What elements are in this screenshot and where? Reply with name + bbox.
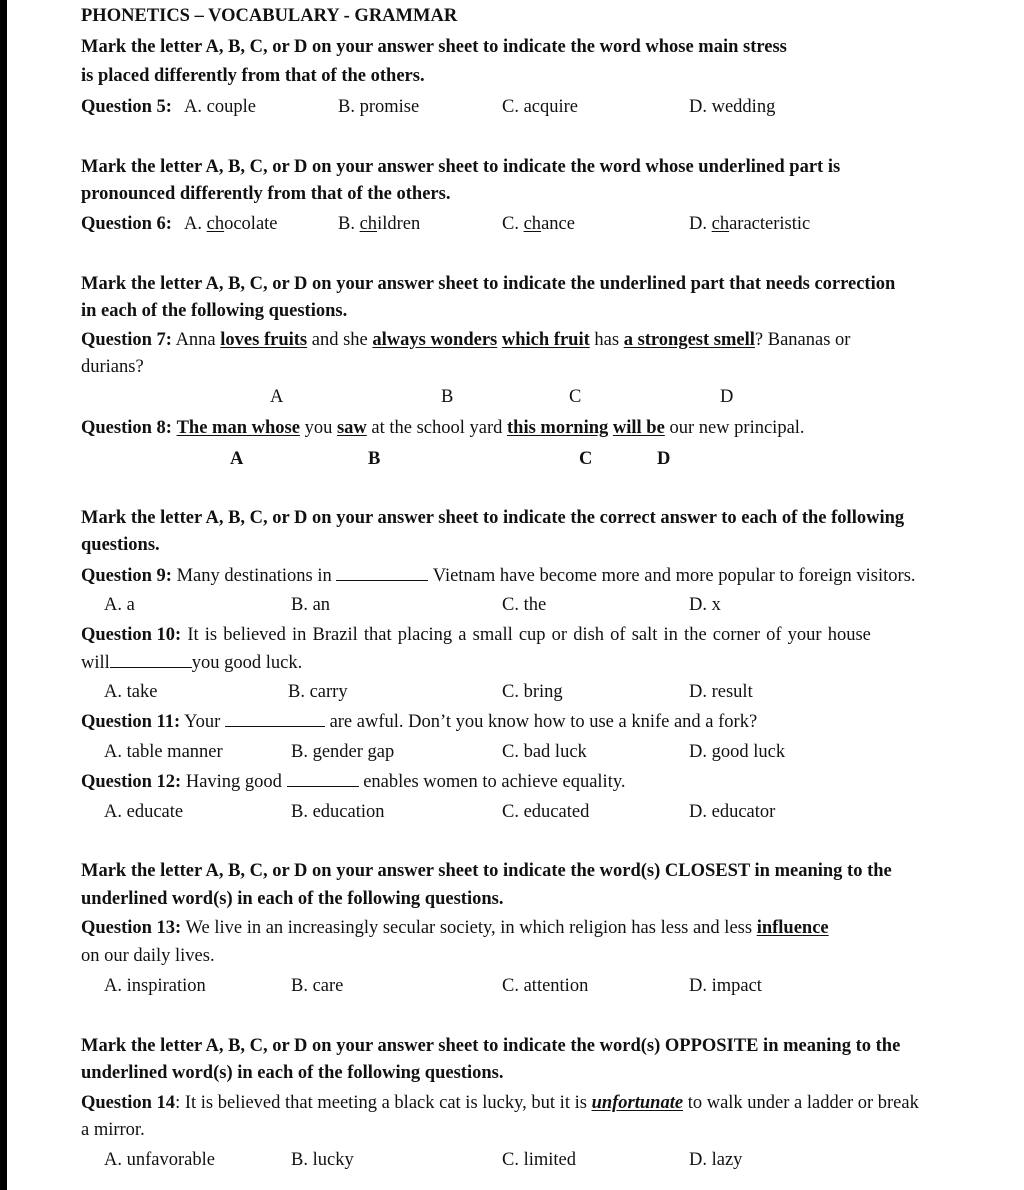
q10-blank bbox=[110, 651, 192, 668]
q8-marker-b: B bbox=[368, 449, 381, 469]
q7-part-a[interactable]: loves fruits bbox=[220, 330, 308, 350]
q8-marker-a: A bbox=[230, 449, 244, 469]
q7-text: and she bbox=[307, 330, 373, 350]
q10-option-d[interactable]: D. result bbox=[689, 682, 753, 702]
q8-part-d[interactable]: will be bbox=[612, 418, 665, 438]
q8-marker-d: D bbox=[657, 449, 671, 469]
q8-text: at the school yard bbox=[366, 418, 508, 438]
q11-option-a[interactable]: A. table manner bbox=[104, 742, 223, 762]
q6-a-letter: A. bbox=[184, 214, 207, 234]
q14-text: to walk under a ladder or break bbox=[683, 1093, 919, 1113]
question-12-label: Question 12: bbox=[81, 772, 182, 792]
section-closest-instruction-line1: Mark the letter A, B, C, or D on your answer sheet to indicate the word(s) CLOSEST in meaning to the bbox=[81, 861, 892, 881]
q14-target-word: unfortunate bbox=[591, 1093, 684, 1113]
section-opposite-instruction-line1: Mark the letter A, B, C, or D on your answer sheet to indicate the word(s) OPPOSITE in meaning to the bbox=[81, 1036, 901, 1056]
q5-option-c[interactable]: C. acquire bbox=[502, 97, 579, 117]
q14-option-a[interactable]: A. unfavorable bbox=[104, 1150, 215, 1170]
page-heading: PHONETICS – VOCABULARY - GRAMMAR bbox=[81, 6, 458, 26]
q8-part-a[interactable]: The man whose bbox=[176, 418, 300, 438]
q6-option-d[interactable] bbox=[689, 213, 810, 235]
question-13-label: Question 13: bbox=[81, 918, 182, 938]
q11-text: are awful. Don’t you know how to use a knife and a fork? bbox=[324, 712, 758, 732]
question-10-line2 bbox=[81, 651, 302, 674]
question-7-line2: durians? bbox=[81, 357, 144, 377]
question-12 bbox=[81, 770, 626, 793]
question-11-label: Question 11: bbox=[81, 712, 181, 732]
q7-marker-d: D bbox=[720, 387, 734, 407]
q14-option-d[interactable]: D. lazy bbox=[689, 1150, 743, 1170]
q11-option-d[interactable]: D. good luck bbox=[689, 742, 786, 762]
question-14-label: Question 14 bbox=[81, 1093, 176, 1113]
q5-option-d[interactable]: D. wedding bbox=[689, 97, 776, 117]
section-pronunciation-instruction-line1: Mark the letter A, B, C, or D on your answer sheet to indicate the word whose underlined part is bbox=[81, 157, 841, 177]
q6-a-underlined: ch bbox=[206, 214, 225, 234]
q11-option-b[interactable]: B. gender gap bbox=[291, 742, 395, 762]
q9-option-c[interactable]: C. the bbox=[502, 595, 547, 615]
q8-text: you bbox=[299, 418, 337, 438]
q11-option-c[interactable]: C. bad luck bbox=[502, 742, 587, 762]
section-correct-answer-instruction-line2: questions. bbox=[81, 535, 160, 555]
q11-blank bbox=[225, 710, 325, 727]
q7-text: ? Bananas or bbox=[754, 330, 851, 350]
q12-text: enables women to achieve equality. bbox=[358, 772, 626, 792]
q9-blank bbox=[336, 564, 428, 581]
question-8 bbox=[81, 417, 805, 439]
question-9 bbox=[81, 564, 916, 587]
q11-text: Your bbox=[180, 712, 225, 732]
q10-option-b[interactable]: B. carry bbox=[288, 682, 348, 702]
question-14-line2: a mirror. bbox=[81, 1120, 145, 1140]
q6-option-c[interactable] bbox=[502, 213, 575, 235]
q6-d-underlined: ch bbox=[711, 214, 730, 234]
q9-text: Many destinations in bbox=[171, 566, 337, 586]
q13-text: We live in an increasingly secular society, in which religion has less and less bbox=[181, 918, 757, 938]
section-correct-answer-instruction-line1: Mark the letter A, B, C, or D on your answer sheet to indicate the correct answer to each of the following bbox=[81, 508, 905, 528]
q6-d-rest: aracteristic bbox=[729, 214, 811, 234]
q9-option-b[interactable]: B. an bbox=[291, 595, 331, 615]
section-closest-instruction-line2: underlined word(s) in each of the following questions. bbox=[81, 889, 504, 909]
section-correction-instruction-line1: Mark the letter A, B, C, or D on your answer sheet to indicate the underlined part that needs correction bbox=[81, 274, 896, 294]
q12-option-d[interactable]: D. educator bbox=[689, 802, 776, 822]
section-opposite-instruction-line2: underlined word(s) in each of the following questions. bbox=[81, 1063, 504, 1083]
q13-option-d[interactable]: D. impact bbox=[689, 976, 762, 996]
section-correction-instruction-line2: in each of the following questions. bbox=[81, 301, 348, 321]
q7-marker-a: A bbox=[270, 387, 284, 407]
q12-text: Having good bbox=[181, 772, 287, 792]
question-5-label: Question 5: bbox=[81, 97, 172, 117]
question-14 bbox=[81, 1092, 919, 1114]
question-8-label: Question 8: bbox=[81, 418, 172, 438]
section-stress-instruction-line1: Mark the letter A, B, C, or D on your answer sheet to indicate the word whose main stress bbox=[81, 37, 787, 57]
q6-option-b[interactable] bbox=[338, 213, 420, 235]
q8-part-c[interactable]: this morning bbox=[507, 418, 609, 438]
q10-text: will bbox=[81, 653, 110, 673]
question-10 bbox=[81, 624, 871, 646]
q10-text: It is believed in Brazil that placing a small cup or dish of salt in the corner of your house bbox=[181, 625, 871, 645]
q7-part-b[interactable]: always wonders bbox=[372, 330, 498, 350]
q14-option-b[interactable]: B. lucky bbox=[291, 1150, 354, 1170]
section-stress-instruction-line2: is placed differently from that of the others. bbox=[81, 66, 425, 86]
q7-part-c[interactable]: which fruit bbox=[501, 330, 590, 350]
q14-text: : It is believed that meeting a black cat is lucky, but it is bbox=[175, 1093, 592, 1113]
question-7-label: Question 7: bbox=[81, 330, 172, 350]
q6-c-underlined: ch bbox=[523, 214, 542, 234]
q6-b-underlined: ch bbox=[359, 214, 378, 234]
q8-part-b[interactable]: saw bbox=[336, 418, 367, 438]
q8-marker-c: C bbox=[579, 449, 593, 469]
q7-text: has bbox=[589, 330, 624, 350]
q9-option-a[interactable]: A. a bbox=[104, 595, 135, 615]
q6-c-letter: C. bbox=[502, 214, 524, 234]
q10-option-c[interactable]: C. bring bbox=[502, 682, 563, 702]
q13-option-a[interactable]: A. inspiration bbox=[104, 976, 206, 996]
q6-c-rest: ance bbox=[541, 214, 575, 234]
question-7 bbox=[81, 329, 850, 351]
q14-option-c[interactable]: C. limited bbox=[502, 1150, 576, 1170]
q7-text: Anna bbox=[171, 330, 221, 350]
q13-target-word: influence bbox=[756, 918, 829, 938]
q10-option-a[interactable]: A. take bbox=[104, 682, 158, 702]
q7-marker-b: B bbox=[441, 387, 454, 407]
q13-option-b[interactable]: B. care bbox=[291, 976, 344, 996]
q10-text: you good luck. bbox=[191, 653, 303, 673]
q6-b-rest: ildren bbox=[377, 214, 421, 234]
q12-blank bbox=[287, 770, 359, 787]
q12-option-c[interactable]: C. educated bbox=[502, 802, 590, 822]
question-13-line2: on our daily lives. bbox=[81, 946, 215, 966]
q13-option-c[interactable]: C. attention bbox=[502, 976, 589, 996]
section-pronunciation-instruction-line2: pronounced differently from that of the others. bbox=[81, 184, 451, 204]
question-9-label: Question 9: bbox=[81, 566, 172, 586]
q5-option-a[interactable]: A. couple bbox=[184, 97, 256, 117]
q6-option-a[interactable] bbox=[184, 213, 278, 235]
q12-option-a[interactable]: A. educate bbox=[104, 802, 184, 822]
q8-text: our new principal. bbox=[664, 418, 805, 438]
q6-b-letter: B. bbox=[338, 214, 360, 234]
q9-text: Vietnam have become more and more popular to foreign visitors. bbox=[428, 566, 916, 586]
q6-d-letter: D. bbox=[689, 214, 712, 234]
question-6-label: Question 6: bbox=[81, 214, 172, 234]
question-11 bbox=[81, 710, 757, 733]
q12-option-b[interactable]: B. education bbox=[291, 802, 385, 822]
question-10-label: Question 10: bbox=[81, 625, 182, 645]
q6-a-rest: ocolate bbox=[224, 214, 278, 234]
question-5 bbox=[81, 96, 172, 118]
q5-option-b[interactable]: B. promise bbox=[338, 97, 420, 117]
scan-left-edge bbox=[0, 0, 7, 1190]
q7-marker-c: C bbox=[569, 387, 582, 407]
question-13 bbox=[81, 917, 829, 939]
q7-part-d[interactable]: a strongest smell bbox=[623, 330, 755, 350]
q9-option-d[interactable]: D. x bbox=[689, 595, 721, 615]
